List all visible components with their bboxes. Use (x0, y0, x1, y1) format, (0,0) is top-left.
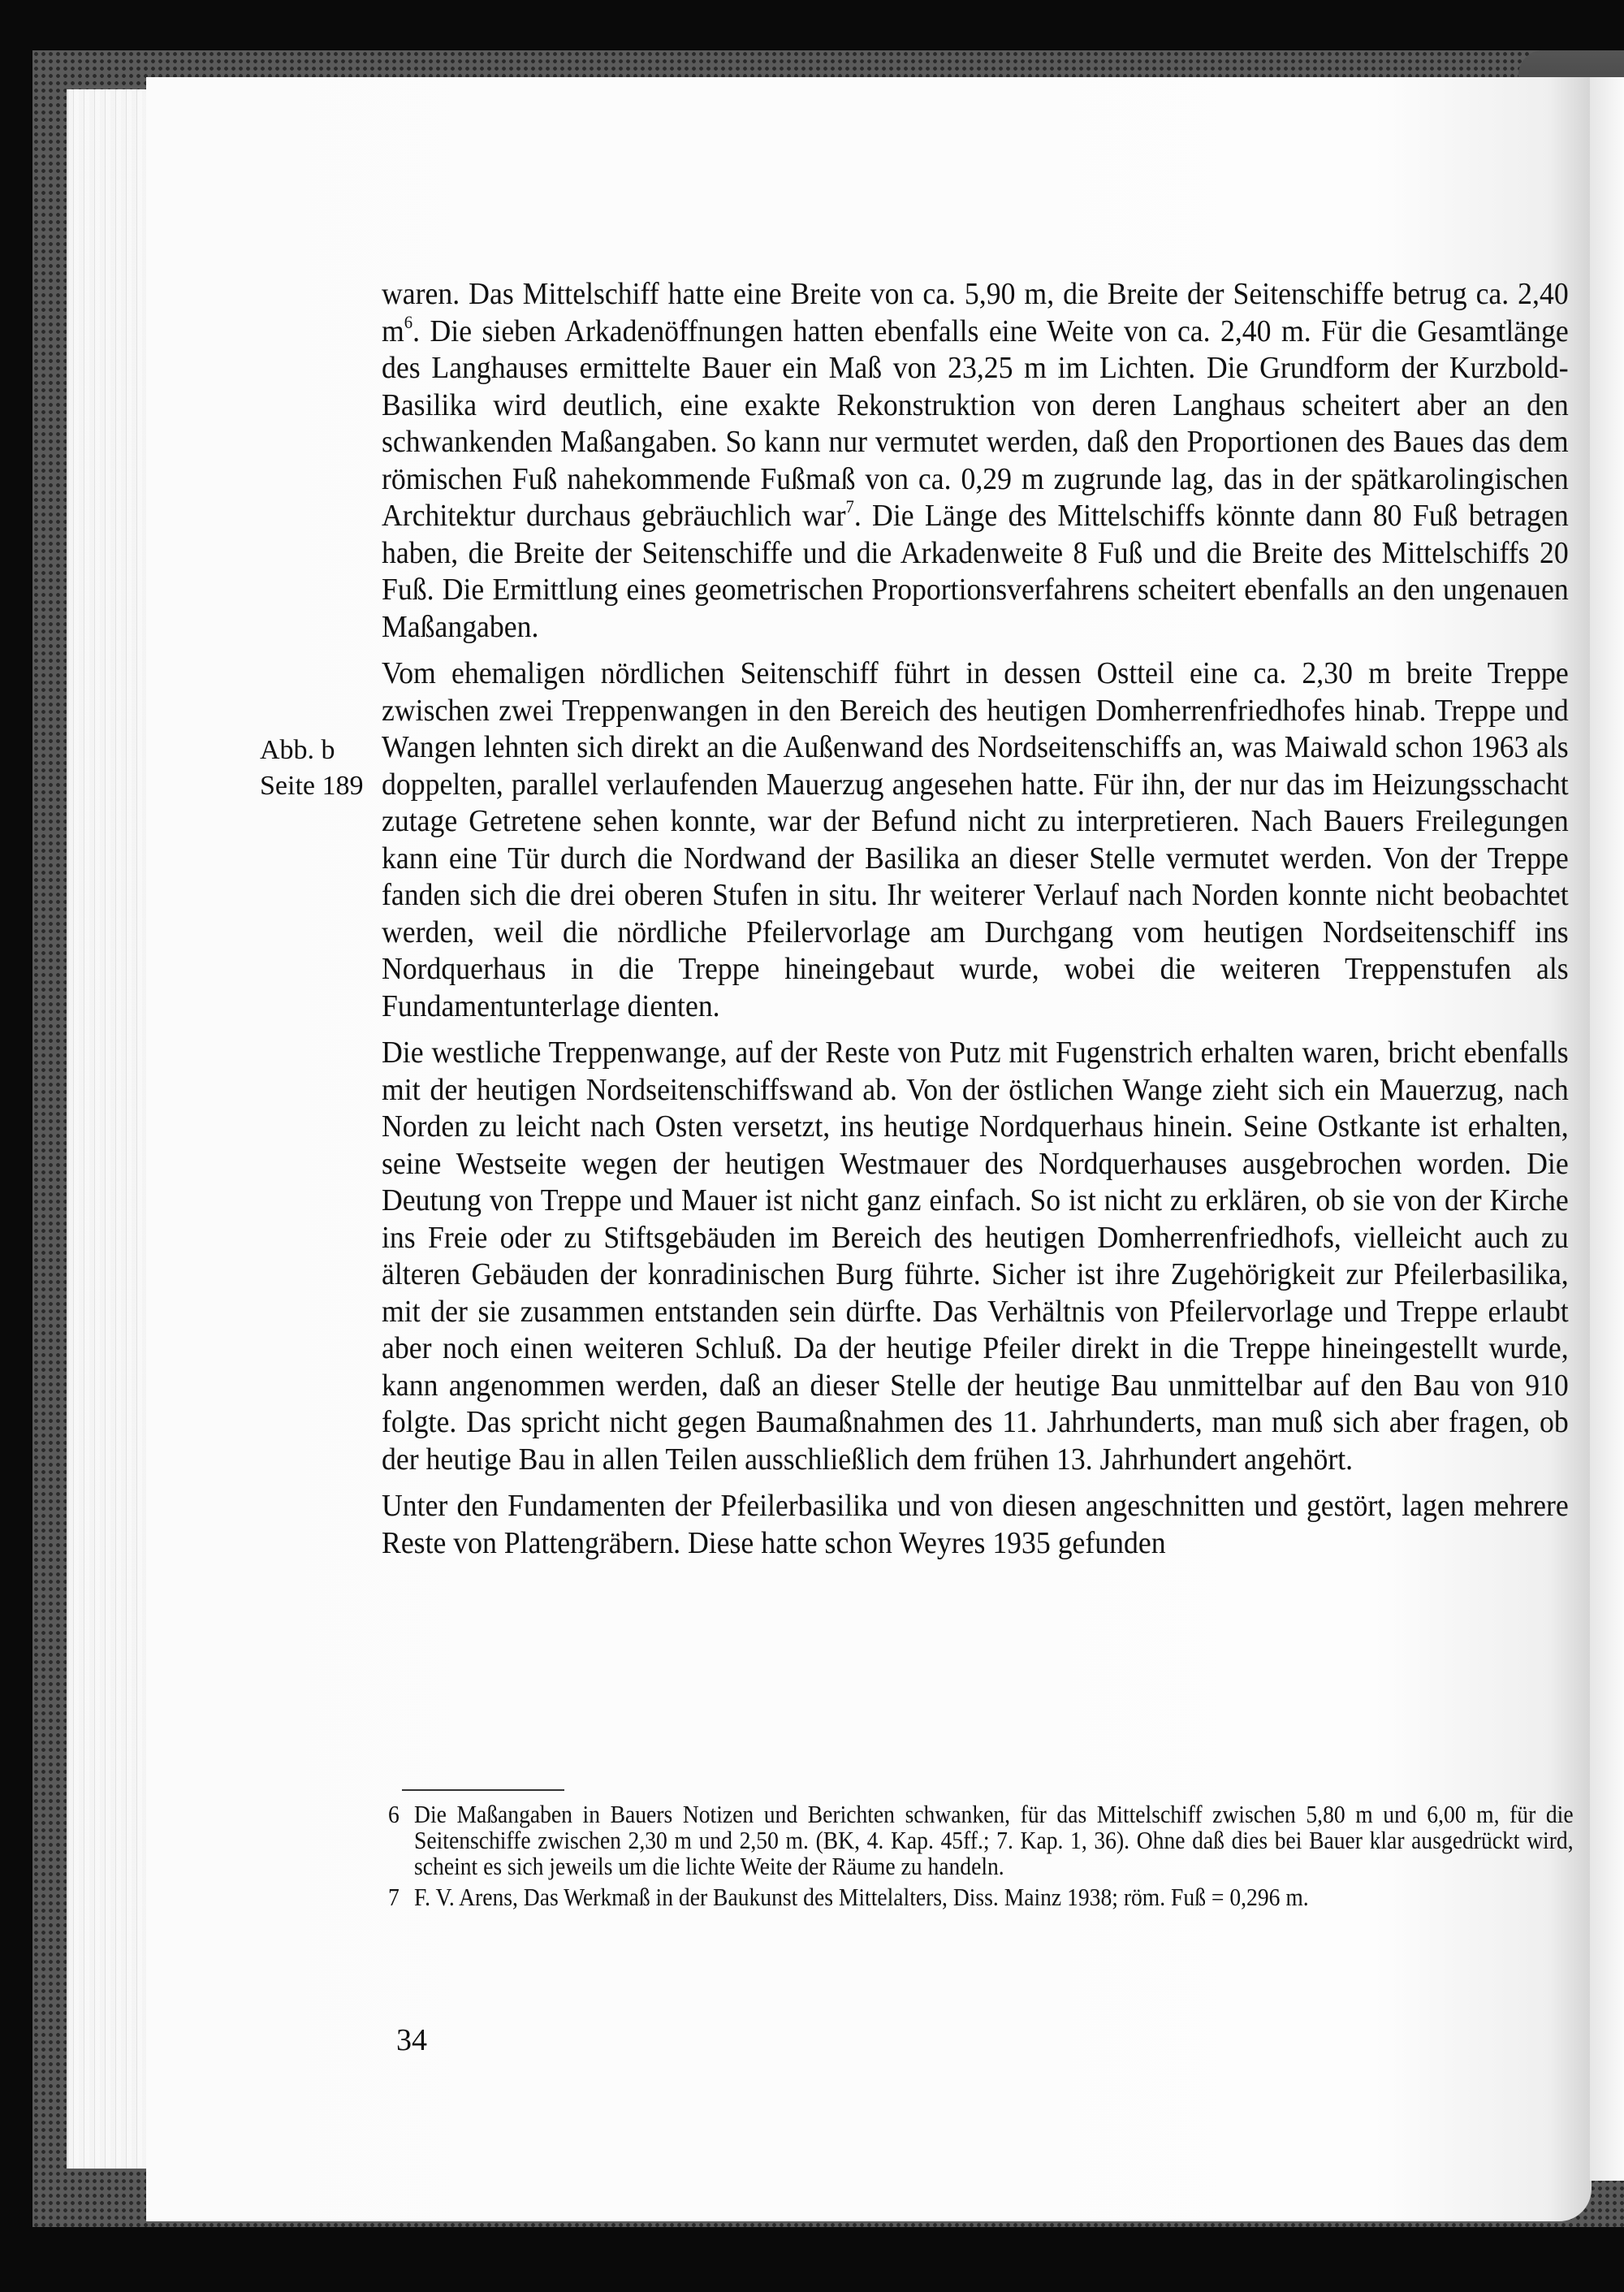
footnotes (388, 1801, 1574, 1915)
footnote-ref-7: 7 (845, 496, 854, 517)
margin-note-figure-ref: Abb. b (260, 735, 335, 765)
footnote-separator (402, 1789, 564, 1791)
footnote-ref-6: 6 (404, 311, 413, 332)
margin-note (260, 733, 363, 804)
paragraph-3: Die westliche Treppenwange, auf der Reste von Putz mit Fugenstrich erhalten waren, bricht ebenfalls mit der heutigen Nordseitenschiffswand ab. Von der östlichen Wange zieht sich ein Mauerzug, nach Norden zu leicht nach Osten versetzt, ins heutige Nordquerhaus hinein. Seine Ostkante ist erhalten, seine Westseite wegen der heutigen Westmauer des Nordquerhauses ausgebrochen worden. Die Deutung von Treppe und Mauer ist nicht ganz einfach. So ist nicht zu erklären, ob sie von der Kirche ins Freie oder zu Stiftsgebäuden im Bereich des heutigen Domherrenfriedhofs, vielleicht auch zu älteren Gebäuden der konradinischen Burg führte. Sicher ist ihre Zugehörigkeit zur Pfeilerbasilika, mit der sie zusammen entstanden sein dürfte. Das Verhältnis von Pfeilervorlage und Treppe erlaubt aber noch einen weiteren Schluß. Da der heutige Pfeiler direkt in die Treppe hineingestellt wurde, kann angenommen werden, daß an dieser Stelle der heutige Bau unmittelbar auf den Bau von 910 folgte. Das spricht nicht gegen Baumaßnahmen des 11. Jahrhunderts, man muß sich aber fragen, ob der heutige Bau in allen Teilen ausschließlich dem frühen 13. Jahrhundert angehört. (382, 1036, 1569, 1477)
margin-note-page-ref: Seite 189 (260, 771, 364, 801)
page-number: 34 (396, 2023, 427, 2057)
paragraph-4: Unter den Fundamenten der Pfeilerbasilika und von diesen angeschnitten und gestört, lagen mehrere Reste von Plattengräbern. Diese hatte schon Weyres 1935 gefunden (382, 1489, 1569, 1560)
paragraph-1 (382, 276, 1569, 646)
footnote-number: 6 (388, 1800, 400, 1828)
paragraph-2: Vom ehemaligen nördlichen Seitenschiff führt in dessen Ostteil eine ca. 2,30 m breite Treppe zwischen zwei Treppenwangen in den Bereich des heutigen Domherrenfriedhofes hinab. Treppe und Wangen lehnten sich direkt an die Außenwand des Nordseitenschiffs an, was Maiwald schon 1963 als doppelten, parallel verlaufenden Mauerzug angesehen hatte. Für ihn, der nur das im Heizungsschacht zutage Getretene sehen konnte, war der Befund nicht zu interpretieren. Nach Bauers Freilegungen kann eine Tür durch die Nordwand der Basilika an dieser Stelle vermutet werden. Von der Treppe fanden sich die drei oberen Stufen in situ. Ihr weiterer Verlauf nach Norden konnte nicht beobachtet werden, weil die nördliche Pfeilervorlage am Durchgang vom heutigen Nordseitenschiff ins Nordquerhaus in die Treppe hineingebaut wurde, wobei die weiteren Treppenstufen als Fundamentunterlage dienten. (382, 656, 1569, 1023)
page-gutter-edge (1590, 77, 1624, 2181)
main-text-column (382, 276, 1567, 1572)
footnote-6 (388, 1801, 1574, 1879)
footnote-text: Die Maßangaben in Bauers Notizen und Berichten schwanken, für das Mittelschiff zwischen 5,80 m und 6,00 m, für die Seitenschiffe zwischen 2,30 m und 2,50 m. (BK, 4. Kap. 45ff.; 7. Kap. 1, 36). Ohne daß dies bei Bauer klar ausgedrückt wird, scheint es sich jeweils um die lichte Weite der Räume zu handeln. (414, 1800, 1574, 1880)
paragraph-text: . Die Länge des Mittelschiffs könnte dann 80 Fuß betragen haben, die Breite der Seitenschiffe und die Arkadenweite 8 Fuß und die Breite des Mittelschiffs 20 Fuß. Die Ermittlung eines geometrischen Proportionsverfahrens scheitert ebenfalls an den ungenauen Maßangaben. (382, 499, 1569, 644)
paragraph-text: . Die sieben Arkadenöffnungen hatten ebenfalls eine Weite von ca. 2,40 m. Für die Gesamtlänge des Langhauses ermittelte Bauer ein Maß von 23,25 m im Lichten. Die Grundform der Kurzbold-Basilika wird deutlich, eine exakte Rekonstruktion von deren Langhaus scheitert aber an den schwankenden Maßangaben. So kann nur vermutet werden, daß den Proportionen des Baues das dem römischen Fuß nahekommende Fußmaß von ca. 0,29 m zugrunde lag, das in der spätkarolingischen Architektur durchaus gebräuchlich war (382, 314, 1569, 533)
paragraph-text: waren. Das Mittelschiff hatte eine Breite von ca. 5,90 m, die Breite der Seitenschiffe betrug ca. 2,40 m (382, 277, 1569, 348)
footnote-7 (388, 1884, 1574, 1910)
footnote-text: F. V. Arens, Das Werkmaß in der Baukunst des Mittelalters, Diss. Mainz 1938; röm. Fuß = 0,296 m. (414, 1883, 1309, 1911)
footnote-number: 7 (388, 1883, 400, 1911)
body-text (382, 276, 1569, 1562)
